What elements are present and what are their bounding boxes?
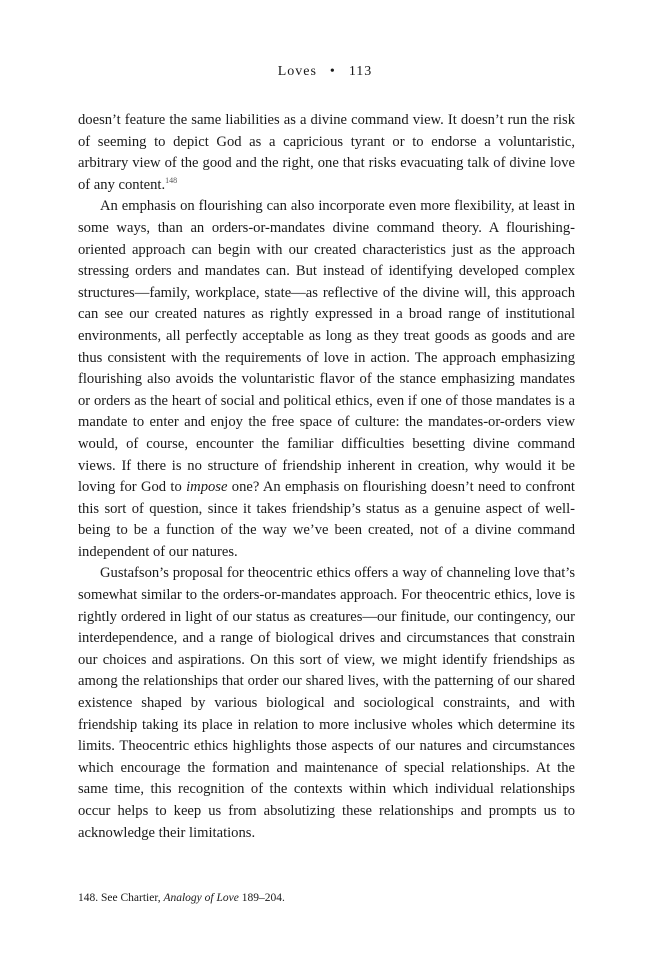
paragraph-2-italic: impose [186,479,228,496]
footnote-suffix: 189–204. [238,892,285,904]
header-separator: • [329,64,336,79]
footnote-148 [78,892,575,904]
paragraph-3 [78,563,575,844]
page-number: 113 [348,64,373,79]
footnote-reference: 148 [165,175,178,185]
paragraph-1 [78,110,575,196]
body-text [78,110,575,844]
paragraph-2 [78,196,575,563]
paragraph-3-text: Gustafson’s proposal for theocentric ethics offers a way of channeling love that’s somewhat similar to the orders-or-mandates approach. For theocentric ethics, love is rightly ordered in light of our status as creatures—our finitude, our contingency, our interdependence, and a range of biological drives and circumstances that constrain our choices and aspirations. On this sort of view, we might identify friendships as among the relationships that order our shared lives, with the patterning of our shared existence shaped by various biological and sociological constraints, and with friendship taking its place in relation to more inclusive wholes which determine its limits. Theocentric ethics highlights those aspects of our natures and circumstances which encourage the formation and maintenance of special relationships. At the same time, this recognition of the contexts within which individual relationships occur helps to keep us from absolutizing these relationships and prompts us to acknowledge their limitations. [78,565,575,841]
footnote-prefix: 148. See Chartier, [78,892,164,904]
paragraph-1-text: doesn’t feature the same liabilities as a divine command view. It doesn’t run the risk of seeming to depict God as a capricious tyrant or to endorse a voluntaristic, arbitrary view of the good and the right, one that risks evacuating talk of divine love of any content. [78,112,575,193]
running-header [0,64,650,80]
running-title: Loves [277,64,317,79]
paragraph-2-text-a: An emphasis on flourishing can also incorporate even more flexibility, at least in some ways, than an orders-or-mandates divine command theory. A flourishing-oriented approach can begin with our created characteristics just as the approach stressing orders and mandates can. But instead of identifying developed complex structures—family, workplace, state—as reflective of the divine will, this approach can see our created natures as rightly expressed in a broad range of institutional environments, all perfectly acceptable as long as they treat goods as goods and are thus consistent with the requirements of love in action. The approach emphasizing flourishing also avoids the voluntaristic flavor of the stance emphasizing mandates or orders as the heart of social and political ethics, even if one of those mandates is a mandate to enter and enjoy the free space of culture: the mandates-or-orders view would, of course, encounter the familiar difficulties besetting divine command views. If there is no structure of friendship inherent in creation, why would it be loving for God to [78,198,575,496]
paragraph-2-text-b: one? An emphasis on flourishing doesn’t need to confront this sort of question, since it takes friendship’s status as a genuine aspect of well-being to be a function of the way we’ve been created, not of a divine command independent of our natures. [78,479,575,560]
footnote-cited-title: Analogy of Love [163,892,239,904]
